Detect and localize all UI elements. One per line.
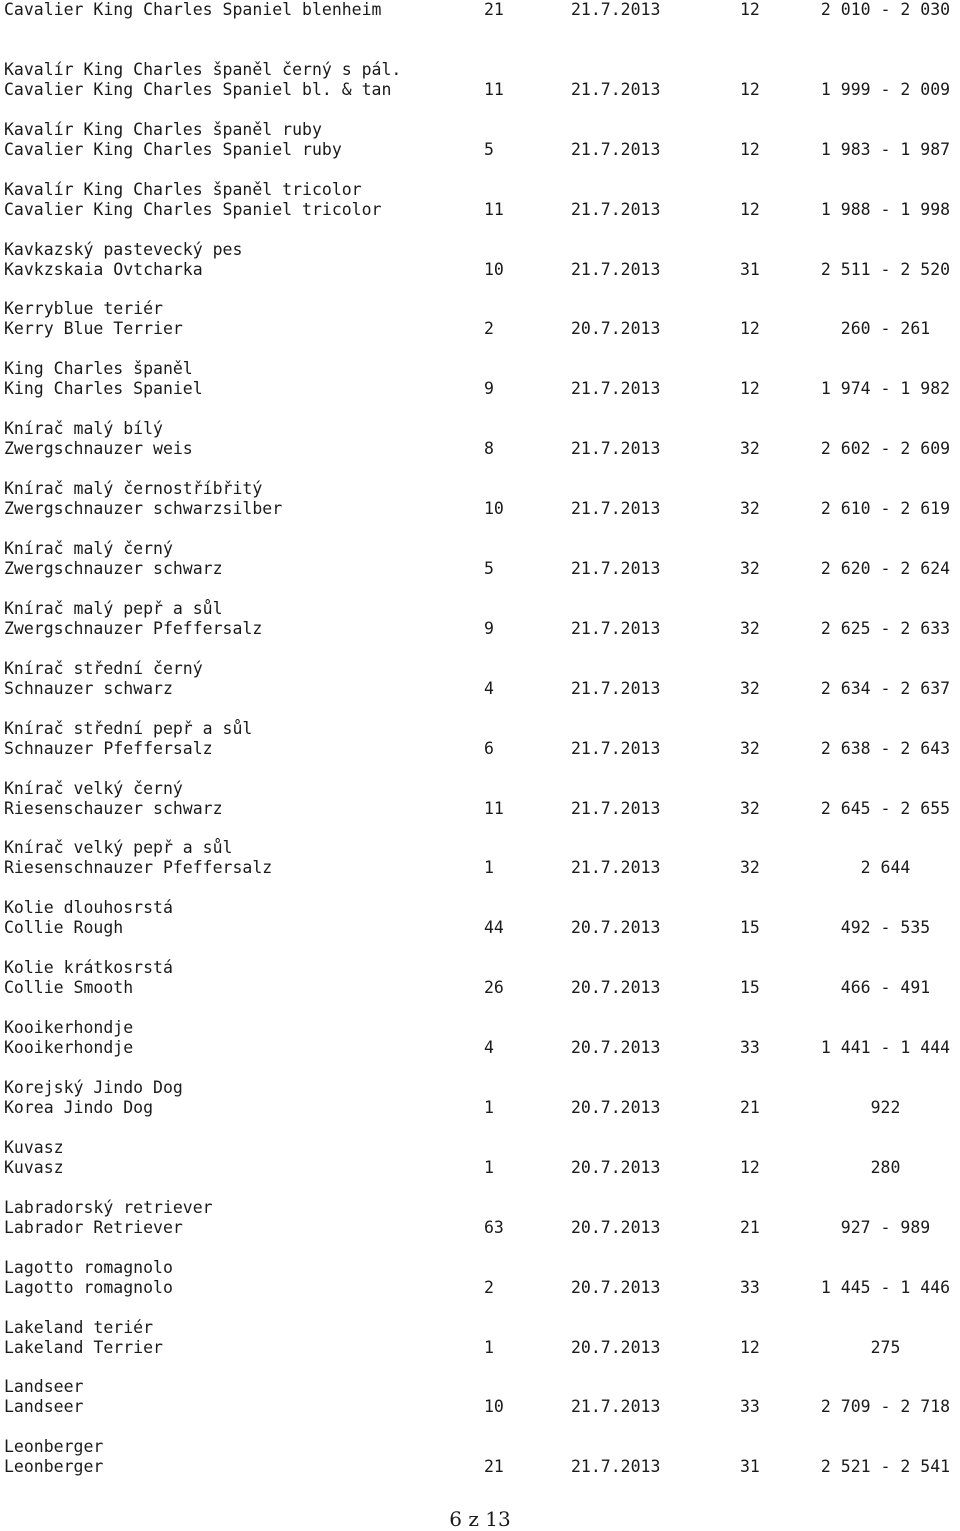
table-row: [4, 1138, 960, 1198]
entry-count: 10: [484, 499, 504, 519]
table-row: [4, 1258, 960, 1318]
table-row: [4, 479, 960, 539]
judging-date: 20.7.2013: [571, 1098, 661, 1118]
judging-date: 21.7.2013: [571, 1457, 661, 1477]
table-row: [4, 1018, 960, 1078]
ring-number: 32: [740, 618, 760, 638]
breed-name-czech: Labradorský retriever: [4, 1197, 213, 1217]
entry-count: 10: [484, 1397, 504, 1417]
entry-count: 2: [484, 1277, 494, 1297]
entry-count: 8: [484, 439, 494, 459]
ring-number: 12: [740, 1157, 760, 1177]
ring-number: 21: [740, 1098, 760, 1118]
judging-date: 21.7.2013: [571, 0, 661, 19]
judging-date: 21.7.2013: [571, 618, 661, 638]
catalog-number-range: 2 620 - 2 624: [820, 559, 951, 579]
entry-count: 5: [484, 559, 494, 579]
entry-count: 4: [484, 678, 494, 698]
breed-name-english: Lakeland Terrier: [4, 1337, 163, 1357]
breed-name-english: Kavkzskaia Ovtcharka: [4, 259, 203, 279]
ring-number: 32: [740, 559, 760, 579]
breed-name-english: Kerry Blue Terrier: [4, 319, 183, 339]
catalog-number-range: 1 988 - 1 998: [820, 199, 951, 219]
breed-name-czech: Lagotto romagnolo: [4, 1257, 173, 1277]
ring-number: 32: [740, 678, 760, 698]
judging-date: 21.7.2013: [571, 798, 661, 818]
table-row: [4, 599, 960, 659]
breed-name-english: King Charles Spaniel: [4, 379, 203, 399]
judging-date: 21.7.2013: [571, 199, 661, 219]
entry-count: 1: [484, 858, 494, 878]
breed-name-czech: Kavalír King Charles španěl tricolor: [4, 179, 362, 199]
page-number: 6 z 13: [449, 1507, 511, 1531]
breed-name-english: Leonberger: [4, 1457, 104, 1477]
breed-name-english: Zwergschnauzer weis: [4, 439, 193, 459]
breed-name-czech: Kerryblue teriér: [4, 299, 163, 319]
breed-name-czech: Kolie dlouhosrstá: [4, 898, 173, 918]
breed-name-english: Cavalier King Charles Spaniel blenheim: [4, 0, 382, 19]
ring-number: 33: [740, 1277, 760, 1297]
breed-name-czech: Kavkazský pastevecký pes: [4, 239, 243, 259]
catalog-number-range: 2 634 - 2 637: [820, 678, 951, 698]
entry-count: 6: [484, 738, 494, 758]
catalog-number-range: 1 974 - 1 982: [820, 379, 951, 399]
entry-count: 9: [484, 618, 494, 638]
breed-name-czech: Landseer: [4, 1377, 84, 1397]
catalog-number-range: 280: [870, 1157, 901, 1177]
catalog-number-range: 2 638 - 2 643: [820, 738, 951, 758]
table-row: [4, 359, 960, 419]
entry-count: 9: [484, 379, 494, 399]
ring-number: 15: [740, 978, 760, 998]
catalog-number-range: 922: [870, 1098, 901, 1118]
breed-name-czech: Leonberger: [4, 1437, 104, 1457]
table-row: [4, 120, 960, 180]
catalog-number-range: 927 - 989: [840, 1217, 931, 1237]
judging-date: 21.7.2013: [571, 79, 661, 99]
ring-number: 32: [740, 798, 760, 818]
breed-name-english: Collie Smooth: [4, 978, 134, 998]
table-row: [4, 779, 960, 839]
ring-number: 33: [740, 1397, 760, 1417]
judging-date: 20.7.2013: [571, 1038, 661, 1058]
entry-count: 1: [484, 1337, 494, 1357]
breed-name-english: Collie Rough: [4, 918, 124, 938]
table-row: [4, 659, 960, 719]
breed-name-english: Kooikerhondje: [4, 1038, 134, 1058]
catalog-number-range: 466 - 491: [840, 978, 931, 998]
breed-name-czech: Korejský Jindo Dog: [4, 1078, 183, 1098]
ring-number: 32: [740, 738, 760, 758]
table-row: [4, 898, 960, 958]
catalog-number-range: 1 999 - 2 009: [820, 79, 951, 99]
breed-name-english: Kuvasz: [4, 1157, 64, 1177]
table-row: [4, 838, 960, 898]
breed-name-english: Lagotto romagnolo: [4, 1277, 173, 1297]
judging-date: 20.7.2013: [571, 1277, 661, 1297]
breed-name-english: Labrador Retriever: [4, 1217, 183, 1237]
breed-name-czech: Knírač střední černý: [4, 658, 203, 678]
judging-date: 21.7.2013: [571, 738, 661, 758]
ring-number: 31: [740, 1457, 760, 1477]
breed-name-english: Korea Jindo Dog: [4, 1098, 154, 1118]
judging-date: 21.7.2013: [571, 1397, 661, 1417]
table-row: [4, 60, 960, 120]
table-row: [4, 539, 960, 599]
ring-number: 12: [740, 199, 760, 219]
entry-count: 1: [484, 1098, 494, 1118]
catalog-number-range: 2 645 - 2 655: [820, 798, 951, 818]
ring-number: 12: [740, 79, 760, 99]
judging-date: 20.7.2013: [571, 1157, 661, 1177]
entry-count: 4: [484, 1038, 494, 1058]
ring-number: 32: [740, 439, 760, 459]
breed-name-czech: Knírač malý pepř a sůl: [4, 598, 223, 618]
breed-name-english: Cavalier King Charles Spaniel tricolor: [4, 199, 382, 219]
catalog-number-range: 492 - 535: [840, 918, 931, 938]
ring-number: 12: [740, 139, 760, 159]
entry-count: 26: [484, 978, 504, 998]
catalog-number-range: 2 610 - 2 619: [820, 499, 951, 519]
entry-count: 44: [484, 918, 504, 938]
breed-name-czech: Kooikerhondje: [4, 1018, 134, 1038]
breed-name-english: Riesenschauzer schwarz: [4, 798, 223, 818]
judging-date: 21.7.2013: [571, 559, 661, 579]
breed-name-english: Riesenschnauzer Pfeffersalz: [4, 858, 273, 878]
table-row: [4, 419, 960, 479]
judging-date: 21.7.2013: [571, 379, 661, 399]
entry-count: 63: [484, 1217, 504, 1237]
judging-date: 21.7.2013: [571, 858, 661, 878]
catalog-number-range: 2 511 - 2 520: [820, 259, 951, 279]
ring-number: 12: [740, 319, 760, 339]
judging-date: 21.7.2013: [571, 499, 661, 519]
entry-count: 21: [484, 0, 504, 19]
catalog-number-range: 2 625 - 2 633: [820, 618, 951, 638]
table-row: [4, 719, 960, 779]
judging-date: 20.7.2013: [571, 1337, 661, 1357]
entry-count: 21: [484, 1457, 504, 1477]
catalog-number-range: 1 441 - 1 444: [820, 1038, 951, 1058]
table-row: [4, 1437, 960, 1497]
table-row: [4, 0, 960, 60]
breed-name-czech: Lakeland teriér: [4, 1317, 154, 1337]
ring-number: 32: [740, 858, 760, 878]
breed-name-czech: Kuvasz: [4, 1137, 64, 1157]
catalog-number-range: 2 709 - 2 718: [820, 1397, 951, 1417]
breed-name-english: Schnauzer Pfeffersalz: [4, 738, 213, 758]
catalog-number-range: 2 602 - 2 609: [820, 439, 951, 459]
table-row: [4, 1318, 960, 1378]
breed-name-czech: Kavalír King Charles španěl ruby: [4, 119, 322, 139]
breed-name-english: Cavalier King Charles Spaniel ruby: [4, 139, 342, 159]
breed-name-czech: King Charles španěl: [4, 359, 193, 379]
table-row: [4, 240, 960, 300]
entry-count: 2: [484, 319, 494, 339]
table-row: [4, 299, 960, 359]
table-row: [4, 1078, 960, 1138]
table-row: [4, 1198, 960, 1258]
entry-count: 11: [484, 798, 504, 818]
catalog-number-range: 2 644: [860, 858, 911, 878]
judging-date: 20.7.2013: [571, 319, 661, 339]
ring-number: 12: [740, 1337, 760, 1357]
breed-name-czech: Kavalír King Charles španěl černý s pál.: [4, 59, 402, 79]
catalog-number-range: 275: [870, 1337, 901, 1357]
breed-name-czech: Knírač velký černý: [4, 778, 183, 798]
catalog-number-range: 2 010 - 2 030: [820, 0, 951, 19]
ring-number: 32: [740, 499, 760, 519]
breed-name-english: Landseer: [4, 1397, 84, 1417]
judging-date: 21.7.2013: [571, 139, 661, 159]
breed-name-english: Zwergschnauzer schwarzsilber: [4, 499, 283, 519]
ring-number: 12: [740, 0, 760, 19]
breed-name-czech: Knírač malý černostříbřitý: [4, 479, 263, 499]
ring-number: 15: [740, 918, 760, 938]
judging-date: 21.7.2013: [571, 678, 661, 698]
ring-number: 21: [740, 1217, 760, 1237]
breed-table: [4, 0, 960, 1497]
catalog-number-range: 2 521 - 2 541: [820, 1457, 951, 1477]
entry-count: 10: [484, 259, 504, 279]
table-row: [4, 1377, 960, 1437]
entry-count: 1: [484, 1157, 494, 1177]
breed-name-english: Zwergschnauzer schwarz: [4, 559, 223, 579]
judging-date: 20.7.2013: [571, 1217, 661, 1237]
breed-name-czech: Kolie krátkosrstá: [4, 958, 173, 978]
ring-number: 12: [740, 379, 760, 399]
table-row: [4, 180, 960, 240]
catalog-number-range: 1 445 - 1 446: [820, 1277, 951, 1297]
ring-number: 31: [740, 259, 760, 279]
entry-count: 5: [484, 139, 494, 159]
ring-number: 33: [740, 1038, 760, 1058]
breed-name-czech: Knírač malý bílý: [4, 419, 163, 439]
breed-name-czech: Knírač střední pepř a sůl: [4, 718, 253, 738]
judging-date: 21.7.2013: [571, 439, 661, 459]
breed-name-czech: Knírač malý černý: [4, 539, 173, 559]
entry-count: 11: [484, 199, 504, 219]
breed-name-english: Cavalier King Charles Spaniel bl. & tan: [4, 79, 392, 99]
judging-date: 20.7.2013: [571, 978, 661, 998]
entry-count: 11: [484, 79, 504, 99]
breed-name-english: Zwergschnauzer Pfeffersalz: [4, 618, 263, 638]
breed-name-czech: Knírač velký pepř a sůl: [4, 838, 233, 858]
table-row: [4, 958, 960, 1018]
catalog-number-range: 1 983 - 1 987: [820, 139, 951, 159]
judging-date: 21.7.2013: [571, 259, 661, 279]
breed-name-english: Schnauzer schwarz: [4, 678, 173, 698]
judging-date: 20.7.2013: [571, 918, 661, 938]
catalog-number-range: 260 - 261: [840, 319, 931, 339]
